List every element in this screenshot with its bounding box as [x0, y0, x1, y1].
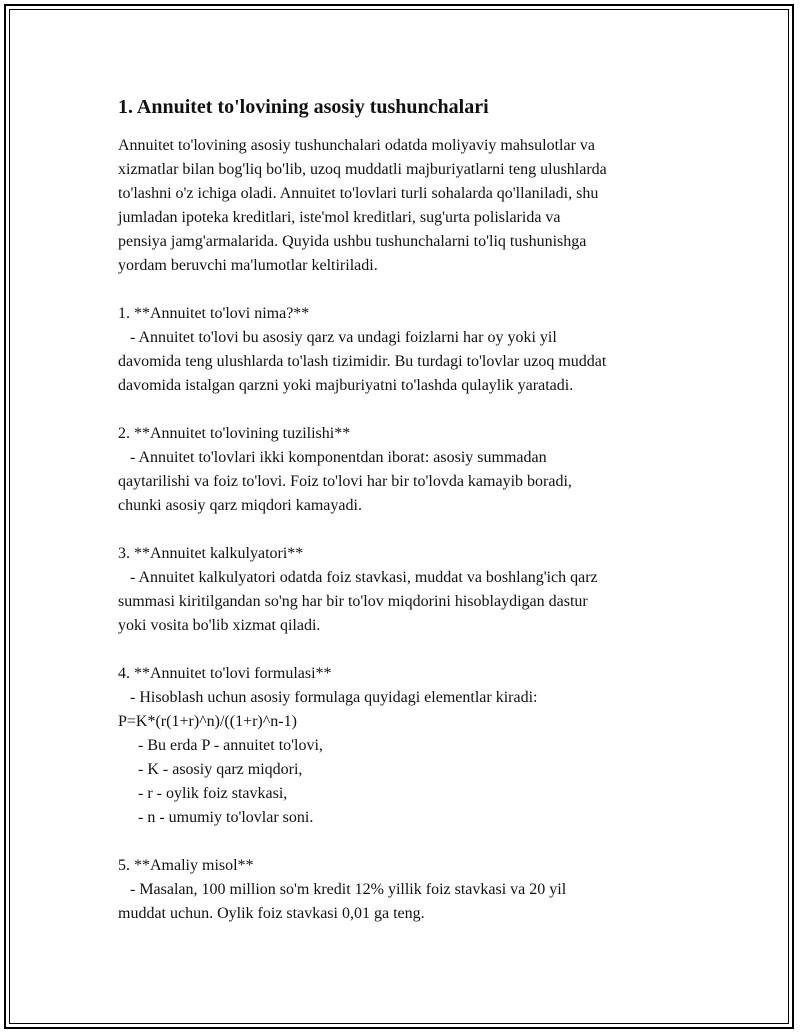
- list-item-title: 3. **Annuitet kalkulyatori**: [118, 545, 304, 562]
- list-item-title: 2. **Annuitet to'lovining tuzilishi**: [118, 425, 351, 442]
- spacer: [118, 398, 718, 422]
- list-item-body: - Hisoblash uchun asosiy formulaga quyidagi elementlar kiradi: P=K*(r(1+r)^n)/((1+r)^n-1) - Bu erda P - annuitet to'lovi, - K - asosiy qarz miqdori, - r - oylik foiz stavkasi, - n - umumiy to'lovlar soni.: [118, 689, 538, 826]
- list-item: [118, 542, 718, 638]
- list-item-body: - Annuitet kalkulyatori odatda foiz stavkasi, muddat va boshlang'ich qarz summasi kiritilgandan so'ng har bir to'lov miqdorini hisoblaydigan dastur yoki vosita bo'lib xizmat qiladi.: [118, 569, 598, 634]
- list-item-title: 5. **Amaliy misol**: [118, 857, 254, 874]
- list-item: [118, 662, 718, 830]
- spacer: [118, 830, 718, 854]
- document-body: [118, 94, 718, 926]
- section-heading: 1. Annuitet to'lovining asosiy tushunchalari: [118, 96, 489, 118]
- list-item-body: - Masalan, 100 million so'm kredit 12% yillik foiz stavkasi va 20 yil muddat uchun. Oylik foiz stavkasi 0,01 ga teng.: [118, 881, 567, 922]
- spacer: [118, 518, 718, 542]
- list-item: [118, 302, 718, 398]
- spacer: [118, 638, 718, 662]
- list-item-title: 1. **Annuitet to'lovi nima?**: [118, 305, 310, 322]
- intro-paragraph: Annuitet to'lovining asosiy tushunchalari odatda moliyaviy mahsulotlar va xizmatlar bilan bog'liq bo'lib, uzoq muddatli majburiyatlarni teng ulushlarda to'lashni o'z ichiga oladi. Annuitet to'lovlari turli sohalarda qo'llaniladi, shu jumladan ipoteka kreditlari, iste'mol kreditlari, sug'urta polislarida va pensiya jamg'armalarida. Quyida ushbu tushunchalarni to'liq tushunishga yordam beruvchi ma'lumotlar keltiriladi.: [118, 137, 607, 274]
- list-item-body: - Annuitet to'lovi bu asosiy qarz va undagi foizlarni har oy yoki yil davomida teng ulushlarda to'lash tizimidir. Bu turdagi to'lovlar uzoq muddat davomida istalgan qarzni yoki majburiyatni to'lashda qulaylik yaratadi.: [118, 329, 607, 394]
- spacer: [118, 278, 718, 302]
- list-item-body: - Annuitet to'lovlari ikki komponentdan iborat: asosiy summadan qaytarilishi va foiz to'lovi. Foiz to'lovi har bir to'lovda kamayib boradi, chunki asosiy qarz miqdori kamayadi.: [118, 449, 572, 514]
- list-item: [118, 854, 718, 926]
- list-item: [118, 422, 718, 518]
- list-item-title: 4. **Annuitet to'lovi formulasi**: [118, 665, 332, 682]
